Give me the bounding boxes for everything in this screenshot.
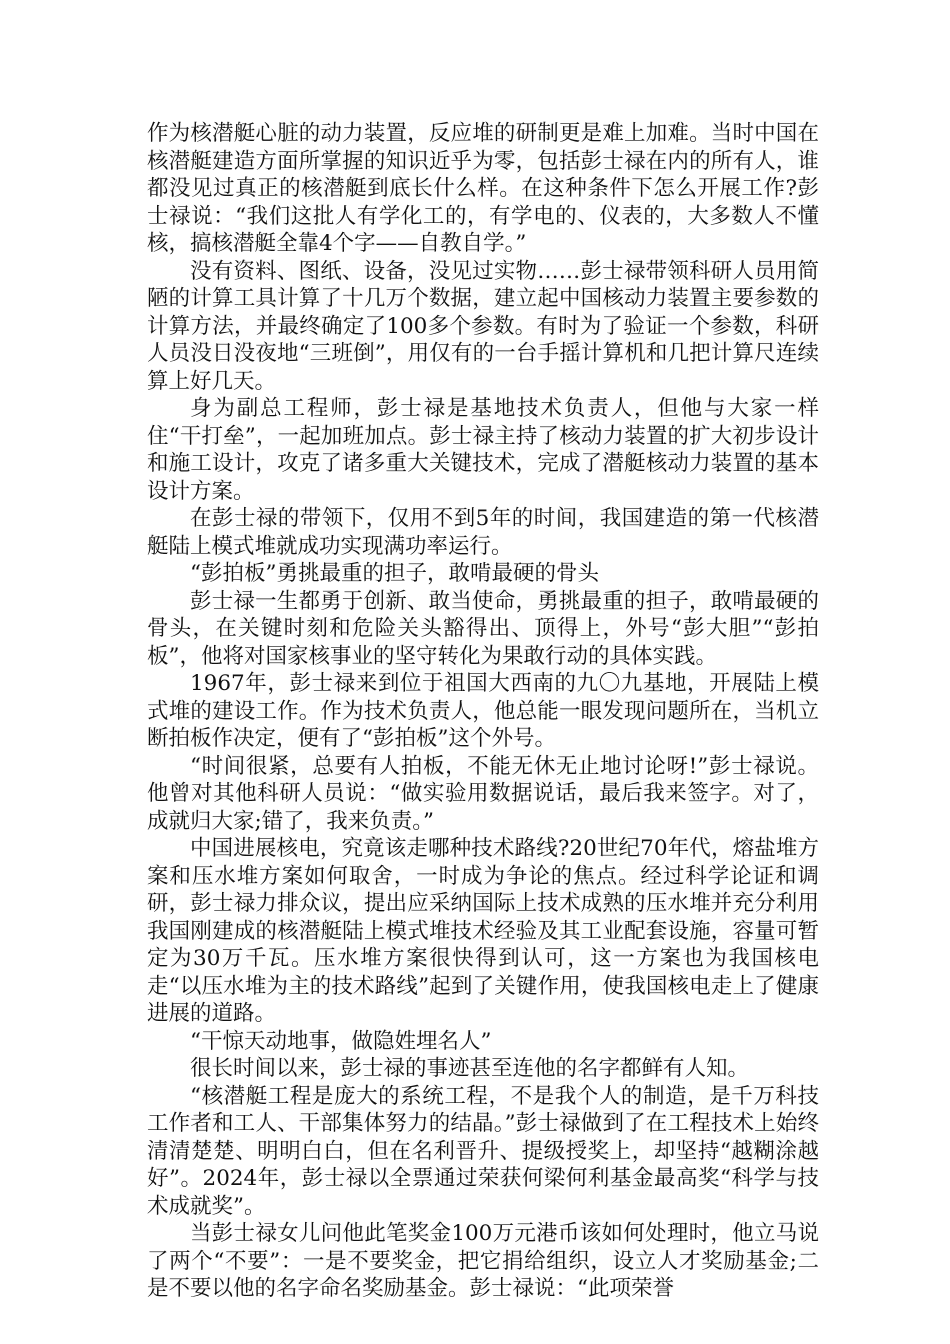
section-heading-2: “干惊天动地事，做隐姓埋名人” — [190, 1028, 492, 1054]
document-page — [147, 120, 819, 1303]
paragraph-10: “核潜艇工程是庞大的系统工程，不是我个人的制造，是千万科技工作者和工人、干部集体努力的结晶。”彭士禄做到了在工程技术上始终清清楚楚、明明白白，但在名利晋升、提级授奖上，却坚持“越糊涂越好”。2024年，彭士禄以全票通过荣获何梁何利基金最高奖“科学与技术成就奖”。 — [147, 1083, 819, 1219]
section-heading-1: “彭拍板”勇挑最重的担子，敢啃最硬的骨头 — [190, 561, 599, 586]
paragraph-1: 作为核潜艇心脏的动力装置，反应堆的研制更是难上加难。当时中国在核潜艇建造方面所掌握的知识近乎为零，包括彭士禄在内的所有人，谁都没见过真正的核潜艇到底长什么样。在这种条件下怎么开展工作?彭士禄说：“我们这批人有学化工的，有学电的、仪表的，大多数人不懂核，搞核潜艇全靠4个字——自教自学。” — [147, 121, 819, 256]
paragraph-8: 中国进展核电，究竟该走哪种技术路线?20世纪70年代，熔盐堆方案和压水堆方案如何取舍，一时成为争论的焦点。经过科学论证和调研，彭士禄力排众议，提出应采纳国际上技术成熟的压水堆并充分利用我国刚建成的核潜艇陆上模式堆技术经验及其工业配套设施，容量可暂定为30万千瓦。压水堆方案很快得到认可，这一方案也为我国核电走“以压水堆为主的技术路线”起到了关键作用，使我国核电走上了健康进展的道路。 — [147, 836, 819, 1026]
paragraph-2: 没有资料、图纸、设备，没见过实物……彭士禄带领科研人员用简陋的计算工具计算了十几万个数据，建立起中国核动力装置主要参数的计算方法，并最终确定了100多个参数。有时为了验证一个参数，科研人员没日没夜地“三班倒”，用仅有的一台手摇计算机和几把计算尺连续算上好几天。 — [147, 258, 819, 394]
paragraph-6: 1967年，彭士禄来到位于祖国大西南的九〇九基地，开展陆上模式堆的建设工作。作为技术负责人，他总能一眼发现问题所在，当机立断拍板作决定，便有了“彭拍板”这个外号。 — [147, 671, 819, 751]
paragraph-4: 在彭士禄的带领下，仅用不到5年的时间，我国建造的第一代核潜艇陆上模式堆就成功实现满功率运行。 — [147, 506, 819, 559]
paragraph-11: 当彭士禄女儿问他此笔奖金100万元港币该如何处理时，他立马说了两个“不要”：一是不要奖金，把它捐给组织，设立人才奖励基金;二是不要以他的名字命名奖励基金。彭士禄说：“此项荣誉 — [147, 1221, 819, 1301]
paragraph-5: 彭士禄一生都勇于创新、敢当使命，勇挑最重的担子，敢啃最硬的骨头，在关键时刻和危险关头豁得出、顶得上，外号“彭大胆”“彭拍板”，他将对国家核事业的坚守转化为果敢行动的具体实践。 — [147, 588, 819, 669]
paragraph-9: 很长时间以来，彭士禄的事迹甚至连他的名字都鲜有人知。 — [190, 1056, 750, 1081]
paragraph-3: 身为副总工程师，彭士禄是基地技术负责人，但他与大家一样住“干打垒”，一起加班加点。彭士禄主持了核动力装置的扩大初步设计和施工设计，攻克了诸多重大关键技术，完成了潜艇核动力装置的基本设计方案。 — [147, 396, 819, 504]
paragraph-7: “时间很紧，总要有人拍板，不能无休无止地讨论呀!”彭士禄说。他曾对其他科研人员说：“做实验用数据说话，最后我来签字。对了，成就归大家;错了，我来负责。” — [147, 753, 819, 834]
